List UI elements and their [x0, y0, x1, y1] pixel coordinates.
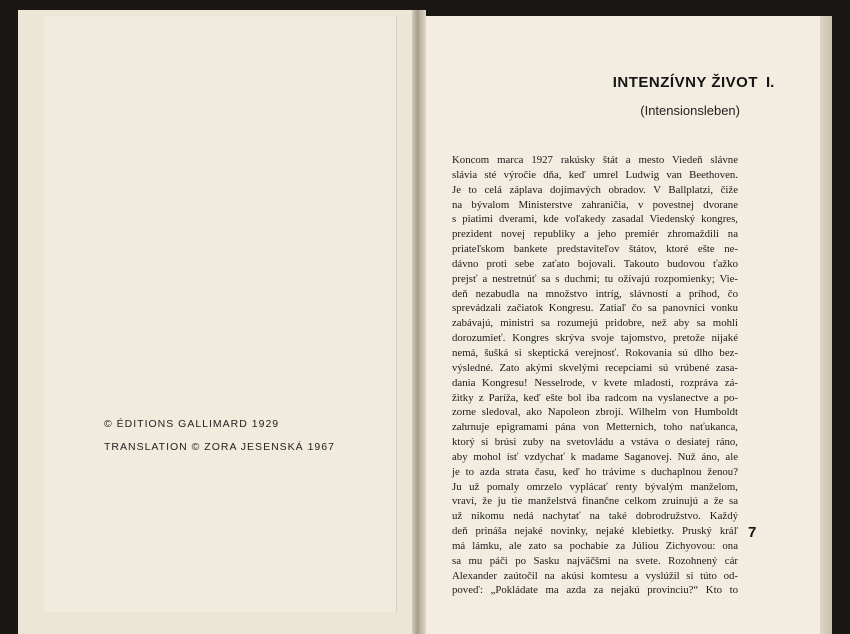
left-page — [18, 10, 414, 634]
chapter-title: INTENZÍVNY ŽIVOT — [612, 74, 758, 91]
body-line: s piatimi dverami, kde voľakedy zasadal Viedenský kongres, — [452, 213, 738, 226]
copyright-translation: TRANSLATION © ZORA JESENSKÁ 1967 — [104, 441, 335, 453]
body-line: ktorý si brúsi zuby na svetovládu a vstáva o desiatej ráno, — [452, 436, 738, 449]
body-line: sprevádzali začiatok Kongresu. Zatiaľ čo sa panovníci vonku — [452, 302, 738, 315]
body-line: má lámku, ale zato sa pochabie za Júliou Zichyovou: ona — [452, 539, 738, 552]
book-gutter — [412, 10, 426, 634]
body-text — [452, 153, 738, 598]
body-line: dania Kongresu! Nesselrode, v kvete mladosti, rozpráva zá- — [452, 376, 738, 389]
copyright-gallimard: © ÉDITIONS GALLIMARD 1929 — [104, 418, 280, 430]
body-line: vraví, že ju tie manželstvá finančne celkom zruinujú a že sa — [452, 495, 738, 508]
body-line: aby mohol ísť vzdychať k madame Saganovej. Nuž áno, ale — [452, 450, 738, 463]
page-number: 7 — [748, 524, 757, 541]
body-line: prejsť a nestretnúť sa s duchmi; tu ožívajú rozpomienky; Vie- — [452, 272, 738, 285]
body-line: prezident novej republiky a jeho premiér zhromaždili na — [452, 228, 738, 241]
body-line: je to azda strata času, keď ho trávime s duchaplnou ženou? — [452, 465, 738, 478]
body-line: zabávajú, ministri sa rozumejú pridobre, než aby sa mohli — [452, 317, 738, 330]
body-line: výsledné. Zato akými skvelými recepciami sú vrúbené zasa- — [452, 361, 738, 374]
body-line: poveď: „Pokládate ma azda za nejakú provinciu?“ Kto to — [452, 584, 738, 597]
body-line: zahrnuje epigramami pána von Metternich, toho naťukanca, — [452, 421, 738, 434]
body-line: nemá, šušká si skeptická verejnosť. Rokovania sú dlho bez- — [452, 346, 738, 359]
left-page-sheet — [44, 16, 397, 612]
body-line: dávno proti sebe zaťato bojovali. Takouto budovou ťažko — [452, 257, 738, 270]
body-line: slávia sté výročie dňa, keď umrel Ludwig van Beethoven. — [452, 168, 738, 181]
body-line: sa mu páči po Sasku najväčšmi na svete. Rozohnený cár — [452, 554, 738, 567]
body-line: už nikomu nedá nachytať na také dobrodružstvo. Každý — [452, 510, 738, 523]
chapter-subtitle: (Intensionsleben) — [640, 103, 740, 118]
body-line: deň nezabudla na množstvo intríg, slávností a príhod, čo — [452, 287, 738, 300]
body-line: priateľskom bankete predstaviteľov štátov, ktoré ešte ne- — [452, 243, 738, 256]
body-line: na bývalom Ministerstve zahraničia, v povestnej dvorane — [452, 198, 738, 211]
chapter-number: I. — [766, 74, 775, 91]
body-line: zorne sledoval, ako Napoleon zbrojí. Wilhelm von Humboldt — [452, 406, 738, 419]
body-line: deň prináša nejaké novinky, nejaké klebietky. Pruský kráľ — [452, 525, 738, 538]
body-line: žitky z Paríža, keď ešte bol iba radcom na vyslanectve a po- — [452, 391, 738, 404]
body-line: Alexander zaútočil na akúsi komtesu a vyslúžil si túto od- — [452, 569, 738, 582]
body-line: Koncom marca 1927 rakúsky štát a mesto Viedeň slávne — [452, 154, 738, 166]
page-edges — [820, 16, 832, 634]
body-line: Ju už pomaly omrzelo vyplácať renty bývalým manželom, — [452, 480, 738, 493]
body-line: dorozumieť. Kongres skrýva svoje tajomstvo, pretože nijaké — [452, 332, 738, 345]
body-line: Je to celá záplava dojímavých obradov. V Ballplatzi, čiže — [452, 183, 738, 196]
